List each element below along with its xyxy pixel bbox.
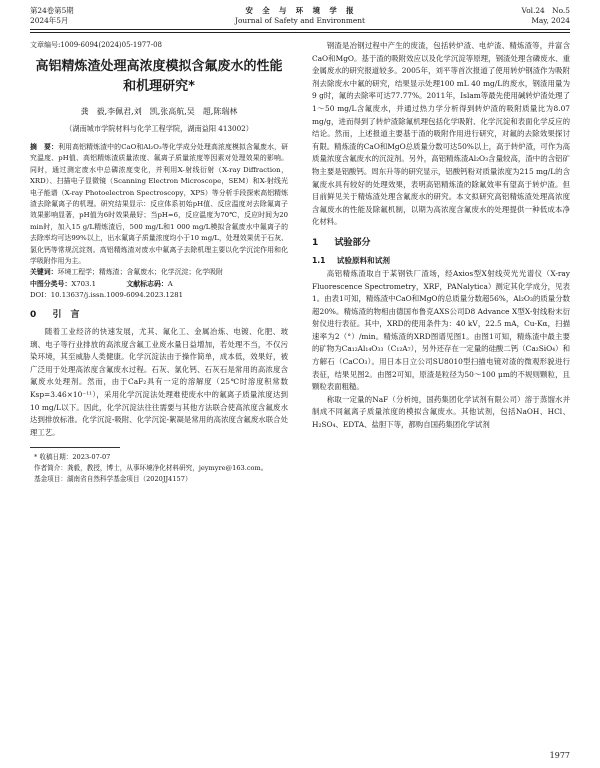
abstract-text: 利用高铝精炼渣中的CaO和Al₂O₃等化学成分处理高浓度模拟含氟废水，研究温度、pH值、高铝精炼渣质量浓度、氟离子质量浓度等因素对处理效果的影响。同时，通过测定废水中总磷浓度变化，并利用X-射线衍射（X-ray Diffraction，XRD）、扫描电子显微镜（Scanning Electron Microscope，SEM）和X-射线光电子能谱（X-ray Photoelectron Spectroscopy，XPS）等分析手段探索高铝精炼渣去除氟离子的机理。研究结果显示：反应体系初始pH值、反应温度对去除氟离子效果影响显著，pH值为6时效果最好；当pH=6，反应温度为70℃，反应时间为20 min时，加入15 g/L精炼渣后，500 mg/L和1 000 mg/L模拟含氟废水中氟离子的去除率均可达99%以上，出水氟离子质量浓度均小于10 mg/L，处理效果优于石灰、氯化钙等常规沉淀剂。高铝精炼渣对废水中氟离子去除机理主要以化学沉淀作用和化学吸附作用为主。 — [30, 143, 288, 266]
page-number: 1977 — [549, 751, 570, 760]
intro-paragraph: 随着工业经济的快速发展，尤其、氟化工、金属冶炼、电镀、化肥、玻璃、电子等行业排放的高浓度含氟工业废水量日益增加，若处理不当，不仅污染环境，其至威胁人类健康。化学沉淀法由于操作简单，成本低，效果好，被广泛用于处理高浓度含氟废水过程。石灰、氯化钙、石灰石是常用的高浓度含氟废水处理剂。然而，由于CaF₂具有一定的溶解度（25℃时溶度积常数Ksp=3.46×10⁻¹¹），采用化学沉淀法处理难使废水中的氟离子质量浓度达到10 mg/L以下。因此，化学沉淀法往往需要与其他方法联合使高浓度含氟废水达到排放标准。化学沉淀-吸附、化学沉淀-絮凝是常用的高浓度含氟废水联合处理工艺。 — [30, 327, 288, 437]
keywords-label: 关键词： — [30, 268, 58, 277]
abstract-label: 摘 要： — [30, 143, 59, 151]
section-heading-intro — [30, 307, 288, 323]
section-number: 0 — [30, 310, 37, 321]
header-date: 2024年5月 — [30, 16, 69, 25]
journal-name-cn: 安 全 与 环 境 学 报 — [245, 6, 355, 15]
doi: DOI：10.13637/j.issn.1009-6094.2023.1281 — [30, 290, 184, 299]
clc-value: X703.1 — [71, 279, 96, 288]
materials-paragraph: 称取一定量的NaF（分析纯，国药集团化学试剂有限公司）溶于蒸馏水并制成不同氟离子质量浓度的模拟含氟废水。其他试剂，包括NaOH、HCl、H₂SO₄、EDTA、盐胆下等，都购自国药集团化学试剂 — [312, 394, 570, 430]
article-title: 高铝精炼渣处理高浓度模拟含氟废水的性能和机理研究* — [35, 59, 283, 94]
affiliation: （湖南城市学院材料与化学工程学院，湖南益阳 413002） — [65, 124, 253, 133]
section-heading-experimental — [312, 235, 570, 251]
abstract — [30, 142, 288, 267]
keywords-text: 环境工程学；精炼渣；含氟废水；化学沉淀；化学吸附 — [57, 268, 223, 277]
header-rule-thin — [30, 32, 570, 33]
section-title: 引 言 — [52, 310, 80, 321]
header-journal — [30, 6, 570, 26]
author-list: 龚 毅,李佩君,刘 凯,张高航,吴 超,陈瑞林 — [80, 107, 238, 116]
header-rule-thick — [30, 29, 570, 30]
doc-code-label: 文献标志码： — [126, 279, 168, 288]
right-column — [312, 40, 570, 432]
header-vol-no: Vol.24 No.5 — [521, 6, 570, 15]
journal-name-en: Journal of Safety and Environment — [235, 16, 365, 25]
subsection-heading-materials — [312, 254, 570, 267]
left-column — [30, 40, 288, 485]
materials-paragraph: 高铝精炼渣取自于某钢铁厂渣场，经Axios型X射线荧光光谱仪（X-ray Fluorescence Spectrometry，XRF，PANalytica）测定其化学成分，见表1。由表1可知，精炼渣中CaO和MgO的总质量分数超56%，Al₂O₃的质量分数超20%。精炼渣的物相由德国布鲁克AXS公司D8 Advance X型X-射线粉末衍射仪进行表征。其中，XRD的使用条件为：40 kV，22.5 mA，Cu-Kα，扫描速率为2（°）/min。精炼渣的XRD图谱见图1。由图1可知，精炼渣中最主要的矿物为Ca₁₂Al₁₄O₃₃（C₁₂A₇），另外还存在一定量的硅酸二钙（Ca₂SiO₄）和方解石（CaCO₃）。用日本日立公司SU8010型扫描电镜对渣的微观形貌进行表征，结果见图2。由图2可知，原渣是粒径为50～100 μm的不规则颗粒，且颗粒表面粗糙。 — [312, 268, 570, 392]
header-volume-en — [522, 6, 570, 26]
clc-label: 中图分类号： — [30, 279, 72, 288]
footnote-received: * 收稿日期：2023-07-07 — [34, 453, 111, 462]
footnote-funding: 基金项目：湖南省自然科学基金项目（2020JJ4157） — [34, 475, 192, 484]
running-header — [30, 6, 570, 28]
article-number: 文章编号:1009-6094(2024)05-1977-08 — [30, 41, 162, 49]
doc-code-value: A — [167, 279, 173, 288]
subsection-title: 试验原料和试剂 — [336, 255, 390, 265]
section-number: 1 — [312, 237, 319, 248]
footnote-divider — [30, 447, 120, 448]
section-title: 试验部分 — [334, 237, 371, 248]
intro-continued-paragraph: 钢渣是冶钢过程中产生的废渣，包括转炉渣、电炉渣、精炼渣等，并富含CaO和MgO。基于渣的吸附效应以及化学沉淀等原理，钢渣处理含磷废水、重金属废水的研究报道较多。2005年，刘平等首次报道了使用转炉钢渣作为吸附剂去除废水中氟的研究，结果显示处理100 mL 40 mg/L的废水，钢渣用量为9 g时，氟的去除率可达77.77%。2011年，Islam等最先使用碱转炉渣处理了1～50 mg/L含氟废水，并通过热力学分析得到转炉渣的吸附质量比为8.07 mg/g，进而得到了转炉渣除氟机理包括化学吸附、化学沉淀和表面化学反应的结论。然而，上述报道主要基于渣的吸附作用进行研究，对氟的去除效果探讨有限。精炼渣的CaO和MgO总质量分数可达50%以上，高于转炉渣，可作为高质量浓度含氟废水的沉淀剂。另外，高铝精炼渣Al₂O₃含量较高，渣中的含铝矿物主要是铝酸钙。周东升等的研究显示，铝酸钙粉对质量浓度为215 mg/L的含氟废水具有较好的处理效果，表明高铝精炼渣的除氟效率有望高于转炉渣。但目前鲜见关于精炼渣处理含氟废水的研究。本文拟研究高铝精炼渣处理高浓度含氟废水的性能及除氟机制，以期为高浓度含氟废水的处理提供一种低成本净化材料。 — [312, 41, 570, 227]
keywords — [30, 267, 288, 278]
header-volume: 第24卷第5期 — [30, 6, 74, 15]
footnote-author: 作者简介：龚毅，教授，博士，从事环境净化材料研究，jeymyre@163.com。 — [34, 464, 268, 473]
subsection-number: 1.1 — [312, 255, 326, 265]
header-month-year: May, 2024 — [531, 16, 570, 25]
classification — [30, 279, 288, 290]
